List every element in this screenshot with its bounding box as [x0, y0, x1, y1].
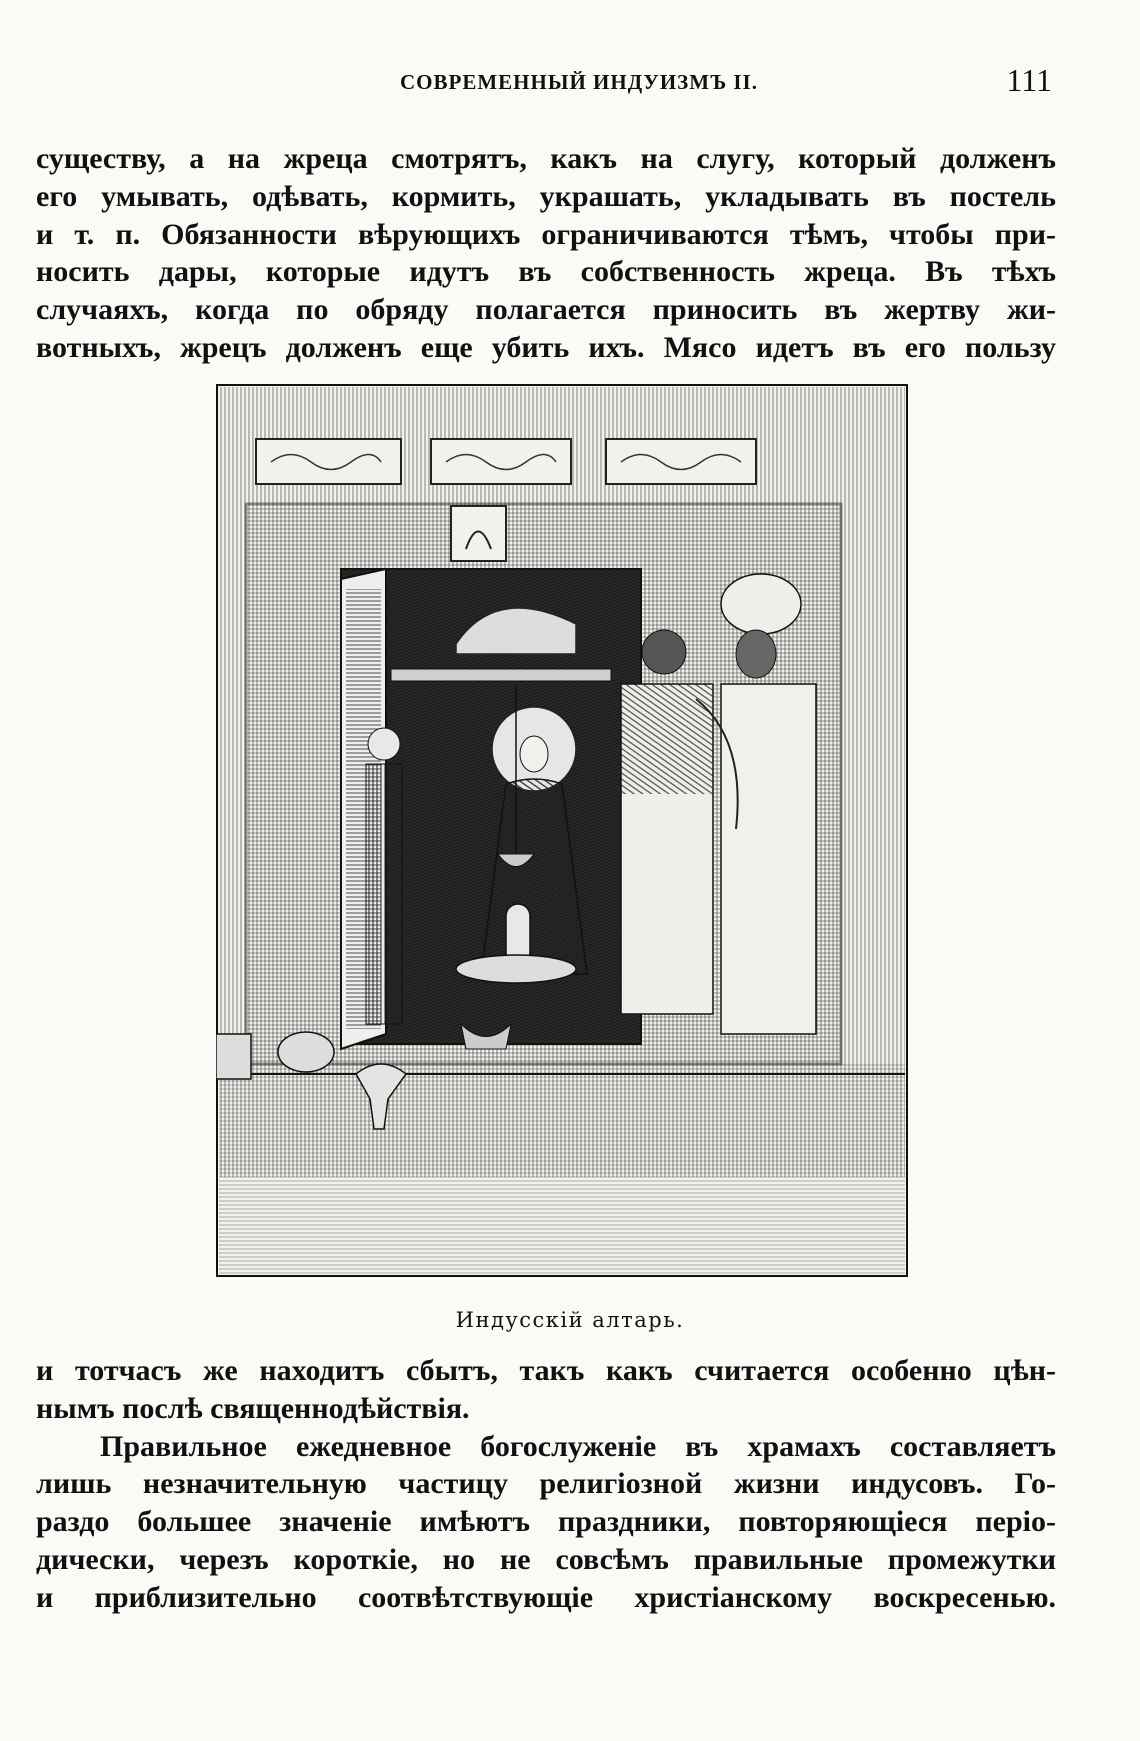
text-line: раздо большее значеніе имѣютъ праздники, повторяющіеся періо-	[36, 1505, 1056, 1539]
paragraph-1	[36, 1352, 1056, 1428]
bottom-paragraphs	[36, 1352, 1056, 1617]
figure-caption: Индусскій алтарь.	[455, 1308, 685, 1332]
text-line: и т. п. Обязанности вѣрующихъ ограничиваются тѣмъ, чтобы при-	[36, 217, 1056, 251]
paragraph-2	[36, 1428, 1056, 1617]
top-paragraph	[36, 140, 1056, 367]
running-head: СОВРЕМЕННЫЙ ИНДУИЗМЪ II.	[400, 70, 758, 94]
text-line: дически, черезъ короткіе, но не совсѣмъ правильные промежутки	[36, 1542, 1056, 1576]
text-line: лишь незначительную частицу религіозной жизни индусовъ. Го-	[36, 1467, 1056, 1501]
text-line: нымъ послѣ священнодѣйствія.	[36, 1391, 470, 1425]
page-header	[0, 62, 1140, 112]
text-line: случаяхъ, когда по обряду полагается приносить въ жертву жи-	[36, 293, 1056, 327]
engraving-hindu-altar	[216, 384, 908, 1277]
text-line: носить дары, которые идутъ въ собственность жреца. Въ тѣхъ	[36, 255, 1056, 289]
page-number: 111	[1006, 62, 1052, 98]
text-line: его умывать, одѣвать, кормить, украшать, укладывать въ постель	[36, 179, 1056, 213]
text-line: и тотчасъ же находитъ сбытъ, такъ какъ считается особенно цѣн-	[36, 1354, 1056, 1387]
text-line: существу, а на жреца смотрятъ, какъ на слугу, который долженъ	[36, 142, 1056, 175]
text-line: Правильное ежедневное богослуженіе въ храмахъ составляетъ	[100, 1429, 1056, 1463]
text-line: вотныхъ, жрецъ долженъ еще убить ихъ. Мясо идетъ въ его пользу	[36, 330, 1056, 364]
text-line: и приблизительно соотвѣтствующіе христіанскому воскресенью.	[36, 1580, 1056, 1614]
